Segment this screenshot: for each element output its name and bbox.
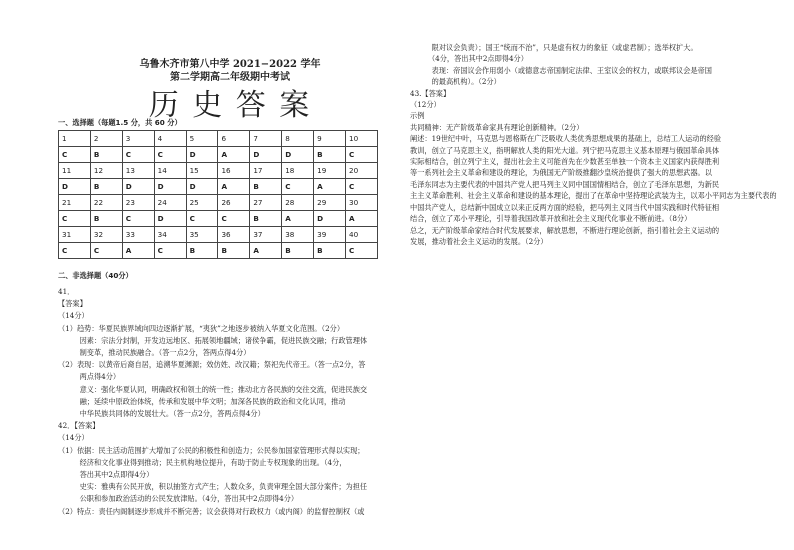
text-line: 教训，创立了马克思主义，指明解放人类的阳光大道。列宁把马克思主义基本原理与俄国革命具体 <box>410 145 720 155</box>
answer-row <box>59 147 378 163</box>
table-cell: 23 <box>122 195 154 211</box>
table-cell: 29 <box>314 195 346 211</box>
text-line: 融；延续中原政治体统，传承和发展中华文明；加深各民族的政治和文化认同，推动 <box>58 396 346 406</box>
table-cell: D <box>282 147 314 163</box>
text-line: 经济和文化事业得到推动；民主机构地位提升，有助于防止专权现象的出现。（4分， <box>58 457 347 467</box>
answer-row <box>59 179 378 195</box>
text-line: 中国共产党人，总结新中国成立以来正反两方面的经验，把马列主义同当代中国实践和时代特征相 <box>410 202 720 212</box>
text-line: 的最高机构）。（2分） <box>410 77 501 87</box>
answer-row <box>59 211 378 227</box>
table-cell: 14 <box>154 163 186 179</box>
table-cell: 30 <box>346 195 378 211</box>
table-cell: D <box>122 179 154 195</box>
table-cell: 27 <box>250 195 282 211</box>
text-line: 意义：强化华夏认同，明确政权和领土的统一性；推动北方各民族的交往交流，促进民族交 <box>58 384 368 394</box>
table-cell: 39 <box>314 227 346 243</box>
table-cell: B <box>250 179 282 195</box>
text-line: 答出其中2点即得4分） <box>58 470 154 480</box>
number-row <box>59 195 378 211</box>
text-line: （14分） <box>58 311 89 321</box>
text-line: 【答案】 <box>58 299 87 309</box>
table-cell: 11 <box>59 163 91 179</box>
table-cell: A <box>122 243 154 259</box>
school-title: 乌鲁木齐市第八中学 2021−2022 学年 <box>139 59 321 70</box>
text-line: 阐述：19世纪中叶，马克思与恩格斯在广泛吸收人类优秀思想成果的基础上，总结工人运动的经验 <box>410 134 722 144</box>
text-line: 限对议会负责）；国王“统而不治”，只是虚有权力的象征（或虚君制）；选举权扩大。 <box>410 43 698 52</box>
table-cell: B <box>186 243 218 259</box>
table-cell: C <box>122 147 154 163</box>
text-line: （2）表现：以黄帝后裔自居，追溯华夏渊源；效仿姓、改汉籍；祭祀先代帝王。（答一点2分，答 <box>58 360 366 370</box>
table-cell: 3 <box>122 131 154 147</box>
table-cell: C <box>346 147 378 163</box>
table-cell: 28 <box>282 195 314 211</box>
text-line: （1）依据：民主活动范围扩大增加了公民的积极性和创造力；公民参加国家管理形式得以实现； <box>58 445 365 455</box>
table-cell: 1 <box>59 131 91 147</box>
table-cell: 5 <box>186 131 218 147</box>
table-cell: 12 <box>90 163 122 179</box>
table-cell: 33 <box>122 227 154 243</box>
table-cell: D <box>154 179 186 195</box>
table-cell: 2 <box>90 131 122 147</box>
text-line: 结合，创立了邓小平理论，引导着我国改革开放和社会主义现代化事业不断前进。（8分） <box>410 214 692 224</box>
table-cell: 16 <box>218 163 250 179</box>
table-cell: D <box>186 147 218 163</box>
table-cell: B <box>218 243 250 259</box>
table-cell: 24 <box>154 195 186 211</box>
text-line: 示例 <box>410 111 425 121</box>
table-cell: A <box>218 179 250 195</box>
table-cell: C <box>90 243 122 259</box>
table-cell: 15 <box>186 163 218 179</box>
table-cell: D <box>250 147 282 163</box>
table-cell: C <box>122 211 154 227</box>
table-cell: B <box>250 211 282 227</box>
table-cell: B <box>90 147 122 163</box>
text-line: 总之，无产阶级革命家结合时代发展要求，解放思想，不断进行理论创新，指引着社会主义运动的 <box>410 225 720 235</box>
answer-table <box>58 130 378 259</box>
table-cell: 35 <box>186 227 218 243</box>
table-cell: 21 <box>59 195 91 211</box>
table-cell: 34 <box>154 227 186 243</box>
answer-row <box>59 243 378 259</box>
number-row <box>59 227 378 243</box>
text-line: 发展，推动着社会主义运动的发展。（2分） <box>410 236 548 246</box>
text-line: 史实：雅典有公民开放，积以抽签方式产生；人数众多，负责审理全国大部分案件；为担任 <box>58 482 368 492</box>
text-line: 42．【答案】 <box>58 421 100 431</box>
number-row <box>59 131 378 147</box>
text-line: 制变革，推动民族融合。（答一点2分，答两点得4分） <box>58 348 251 358</box>
table-cell: C <box>282 179 314 195</box>
table-cell: A <box>218 147 250 163</box>
table-cell: 8 <box>282 131 314 147</box>
table-cell: 13 <box>122 163 154 179</box>
text-line: 等一系列社会主义革命和建设的理论，为俄国无产阶级推翻沙皇统治提供了强大的思想武器。以 <box>410 168 712 178</box>
table-cell: D <box>186 179 218 195</box>
table-cell: C <box>59 147 91 163</box>
table-cell: A <box>346 211 378 227</box>
text-line: 公职和参加政治活动的公民发放津贴。（4分，答出其中2点即得4分） <box>58 494 299 504</box>
table-cell: 40 <box>346 227 378 243</box>
table-cell: 19 <box>314 163 346 179</box>
subject-title: 历 史 答 案 <box>148 88 312 123</box>
table-cell: A <box>250 243 282 259</box>
text-line: 41． <box>58 287 75 296</box>
text-line: 中华民族共同体的发展壮大。（答一点2分，答两点得4分） <box>58 409 265 419</box>
table-cell: D <box>314 211 346 227</box>
text-line: （2）特点：责任内阁制逐步形成并不断完善；议会获得对行政权力（或内阁）的监督控制权（或 <box>58 506 365 516</box>
table-cell: D <box>59 179 91 195</box>
table-cell: C <box>346 179 378 195</box>
text-line: 因素：宗法分封制，开发边远地区、拓展领地疆域；诸侯争霸，促进民族交融；行政管理体 <box>58 335 368 345</box>
table-cell: 20 <box>346 163 378 179</box>
table-cell: 37 <box>250 227 282 243</box>
table-cell: B <box>90 179 122 195</box>
text-line: 共同精神：无产阶级革命家具有理论创新精神。（2分） <box>410 122 584 132</box>
left-column <box>58 286 388 518</box>
table-cell: 31 <box>59 227 91 243</box>
table-cell: C <box>154 243 186 259</box>
text-line: 毛泽东同志为主要代表的中国共产党人把马列主义同中国国情相结合，创立了毛泽东思想，为新民 <box>410 179 720 189</box>
section2-title: 二、非选择题（40分） <box>58 271 133 280</box>
text-line: 两点得4分） <box>58 372 121 382</box>
table-cell: 6 <box>218 131 250 147</box>
table-cell: 36 <box>218 227 250 243</box>
table-cell: 38 <box>282 227 314 243</box>
table-cell: B <box>314 147 346 163</box>
table-cell: A <box>314 179 346 195</box>
table-cell: A <box>282 211 314 227</box>
table-cell: C <box>346 243 378 259</box>
table-cell: C <box>218 211 250 227</box>
table-cell: 17 <box>250 163 282 179</box>
exam-title: 第二学期高二年级期中考试 <box>170 72 290 83</box>
table-cell: C <box>186 211 218 227</box>
table-cell: 25 <box>186 195 218 211</box>
number-row <box>59 163 378 179</box>
text-line: （4分，答出其中2点即得4分） <box>410 54 528 64</box>
table-cell: 26 <box>218 195 250 211</box>
table-cell: 10 <box>346 131 378 147</box>
table-cell: 4 <box>154 131 186 147</box>
table-cell: C <box>154 147 186 163</box>
table-cell: D <box>154 211 186 227</box>
table-cell: B <box>282 243 314 259</box>
text-line: （14分） <box>58 433 89 443</box>
right-column <box>410 42 777 247</box>
section1-title: 一、选择题（每题1.5 分，共 60 分） <box>58 118 182 127</box>
table-cell: C <box>59 211 91 227</box>
text-line: 主主义革命胜利、社会主义革命和建设的基本理论，提出了在革命中坚持理论武装为主，以邓小平同志为主要代表的 <box>410 191 777 201</box>
text-line: （1）趋势：华夏民族界域向四边逐渐扩展，“夷狄”之地逐步被纳入华夏文化范围。（2分） <box>58 323 345 333</box>
table-cell: 7 <box>250 131 282 147</box>
text-line: 表现：帝国议会作用弱小（或德意志帝国制定法律、王室议会的权力，或联邦议会是帝国 <box>410 65 712 75</box>
text-line: 43.【答案】 <box>410 88 451 98</box>
table-cell: 32 <box>90 227 122 243</box>
table-cell: 18 <box>282 163 314 179</box>
text-line: （12分） <box>410 100 441 110</box>
table-cell: 9 <box>314 131 346 147</box>
text-line: 实际相结合，创立列宁主义，提出社会主义可能首先在少数甚至单独一个资本主义国家内获得胜利 <box>410 157 720 167</box>
table-cell: B <box>90 211 122 227</box>
table-cell: B <box>314 243 346 259</box>
table-cell: C <box>59 243 91 259</box>
table-cell: 22 <box>90 195 122 211</box>
